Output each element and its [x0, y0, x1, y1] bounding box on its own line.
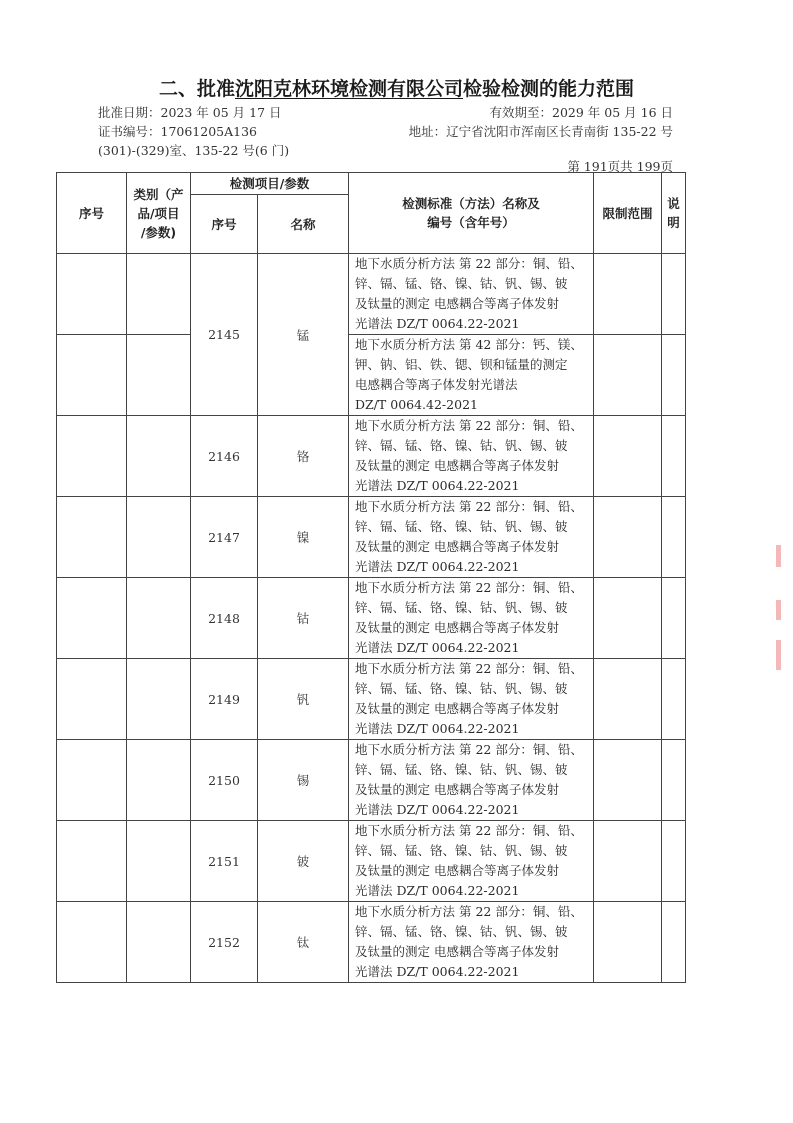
- category-cell: [127, 335, 191, 416]
- item-name: 铬: [258, 416, 349, 497]
- standard-line: 光谱法 DZ/T 0064.22-2021: [355, 721, 520, 736]
- standard-line: 光谱法 DZ/T 0064.22-2021: [355, 316, 520, 331]
- standard-cell: [349, 578, 594, 659]
- standard-line: 光谱法 DZ/T 0064.22-2021: [355, 559, 520, 574]
- limit-cell: [594, 497, 662, 578]
- title-company: 沈阳克林环境检测有限公司: [234, 78, 463, 100]
- item-name: 钛: [258, 902, 349, 983]
- capability-table: [56, 172, 686, 983]
- item-number: 2152: [191, 902, 258, 983]
- table-row: [57, 497, 686, 578]
- standard-cell: [349, 659, 594, 740]
- item-number: 2148: [191, 578, 258, 659]
- note-cell: [662, 416, 686, 497]
- standard-line: 光谱法 DZ/T 0064.22-2021: [355, 802, 520, 817]
- standard-cell: [349, 416, 594, 497]
- header-limit: 限制范围: [594, 173, 662, 254]
- seq-cell: [57, 335, 127, 416]
- approve-date: 批准日期：2023 年 05 月 17 日: [98, 105, 282, 120]
- table-row: [57, 902, 686, 983]
- table-row: [57, 578, 686, 659]
- red-seal-fragment: [776, 600, 781, 620]
- header-item-seq: 序号: [191, 195, 258, 254]
- item-name: 锰: [258, 254, 349, 416]
- header-category: 类别（产 品/项目 /参数): [127, 173, 191, 254]
- standard-line: 地下水质分析方法 第 22 部分：铜、铅、: [355, 580, 583, 595]
- limit-cell: [594, 578, 662, 659]
- category-cell: [127, 578, 191, 659]
- seq-cell: [57, 821, 127, 902]
- table-row: [57, 335, 686, 416]
- red-seal-fragment: [776, 640, 781, 670]
- table-row: [57, 821, 686, 902]
- standard-cell: [349, 254, 594, 335]
- table-row: [57, 254, 686, 335]
- address: 地址：辽宁省沈阳市浑南区长青南街 135-22 号: [408, 124, 673, 139]
- limit-cell: [594, 416, 662, 497]
- seq-cell: [57, 254, 127, 335]
- table-row: [57, 659, 686, 740]
- page-info: 第 191页共 199页: [567, 159, 673, 174]
- standard-line: 光谱法 DZ/T 0064.22-2021: [355, 883, 520, 898]
- standard-line: 地下水质分析方法 第 22 部分：铜、铅、: [355, 904, 583, 919]
- category-cell: [127, 659, 191, 740]
- standard-line: 及钛量的测定 电感耦合等离子体发射: [355, 863, 559, 878]
- cert-number: 证书编号：17061205A136: [98, 124, 258, 139]
- note-cell: [662, 578, 686, 659]
- standard-cell: [349, 740, 594, 821]
- seq-cell: [57, 902, 127, 983]
- seq-cell: [57, 740, 127, 821]
- item-name: 镍: [258, 497, 349, 578]
- table-row: [57, 416, 686, 497]
- standard-line: 及钛量的测定 电感耦合等离子体发射: [355, 701, 559, 716]
- standard-line: 锌、镉、锰、铬、镍、钴、钒、锡、铍: [355, 681, 568, 696]
- standard-line: 光谱法 DZ/T 0064.22-2021: [355, 964, 520, 979]
- header-item-group: 检测项目/参数: [191, 173, 349, 195]
- category-cell: [127, 416, 191, 497]
- note-cell: [662, 497, 686, 578]
- seq-cell: [57, 416, 127, 497]
- red-seal-fragment: [776, 545, 781, 567]
- item-number: 2145: [191, 254, 258, 416]
- table-row: [57, 740, 686, 821]
- title-suffix: 检验检测的能力范围: [463, 78, 635, 100]
- standard-line: 及钛量的测定 电感耦合等离子体发射: [355, 458, 559, 473]
- standard-line: 及钛量的测定 电感耦合等离子体发射: [355, 539, 559, 554]
- standard-line: 地下水质分析方法 第 22 部分：铜、铅、: [355, 823, 583, 838]
- category-cell: [127, 902, 191, 983]
- title-prefix: 二、批准: [158, 78, 235, 100]
- note-cell: [662, 659, 686, 740]
- page-title: [0, 74, 793, 101]
- item-name: 钒: [258, 659, 349, 740]
- seq-cell: [57, 578, 127, 659]
- standard-line: DZ/T 0064.42-2021: [355, 397, 478, 412]
- standard-line: 地下水质分析方法 第 22 部分：铜、铅、: [355, 256, 583, 271]
- standard-line: 锌、镉、锰、铬、镍、钴、钒、锡、铍: [355, 762, 568, 777]
- standard-line: 地下水质分析方法 第 42 部分：钙、镁、: [355, 337, 583, 352]
- standard-line: 钾、钠、铝、铁、锶、钡和锰量的测定: [355, 357, 568, 372]
- standard-line: 锌、镉、锰、铬、镍、钴、钒、锡、铍: [355, 924, 568, 939]
- category-cell: [127, 497, 191, 578]
- standard-line: 地下水质分析方法 第 22 部分：铜、铅、: [355, 742, 583, 757]
- standard-line: 地下水质分析方法 第 22 部分：铜、铅、: [355, 499, 583, 514]
- note-cell: [662, 740, 686, 821]
- standard-line: 锌、镉、锰、铬、镍、钴、钒、锡、铍: [355, 438, 568, 453]
- limit-cell: [594, 335, 662, 416]
- standard-cell: [349, 335, 594, 416]
- item-number: 2147: [191, 497, 258, 578]
- standard-line: 光谱法 DZ/T 0064.22-2021: [355, 478, 520, 493]
- limit-cell: [594, 254, 662, 335]
- item-name: 钴: [258, 578, 349, 659]
- category-cell: [127, 254, 191, 335]
- standard-line: 锌、镉、锰、铬、镍、钴、钒、锡、铍: [355, 600, 568, 615]
- standard-line: 光谱法 DZ/T 0064.22-2021: [355, 640, 520, 655]
- item-number: 2146: [191, 416, 258, 497]
- note-cell: [662, 821, 686, 902]
- note-cell: [662, 254, 686, 335]
- item-number: 2150: [191, 740, 258, 821]
- item-number: 2149: [191, 659, 258, 740]
- standard-line: 及钛量的测定 电感耦合等离子体发射: [355, 620, 559, 635]
- header-item-name: 名称: [258, 195, 349, 254]
- note-cell: [662, 902, 686, 983]
- item-name: 锡: [258, 740, 349, 821]
- standard-line: 锌、镉、锰、铬、镍、钴、钒、锡、铍: [355, 276, 568, 291]
- category-cell: [127, 740, 191, 821]
- standard-line: 及钛量的测定 电感耦合等离子体发射: [355, 782, 559, 797]
- limit-cell: [594, 740, 662, 821]
- limit-cell: [594, 902, 662, 983]
- item-name: 铍: [258, 821, 349, 902]
- header-standard: 检测标准（方法）名称及 编号（含年号）: [349, 173, 594, 254]
- standard-line: 及钛量的测定 电感耦合等离子体发射: [355, 296, 559, 311]
- limit-cell: [594, 821, 662, 902]
- item-number: 2151: [191, 821, 258, 902]
- standard-line: 地下水质分析方法 第 22 部分：铜、铅、: [355, 661, 583, 676]
- standard-line: 地下水质分析方法 第 22 部分：铜、铅、: [355, 418, 583, 433]
- note-cell: [662, 335, 686, 416]
- valid-date: 有效期至：2029 年 05 月 16 日: [489, 105, 673, 120]
- standard-line: 锌、镉、锰、铬、镍、钴、钒、锡、铍: [355, 843, 568, 858]
- standard-cell: [349, 497, 594, 578]
- category-cell: [127, 821, 191, 902]
- header-note: 说明: [662, 173, 686, 254]
- standard-line: 电感耦合等离子体发射光谱法: [355, 377, 518, 392]
- seq-cell: [57, 659, 127, 740]
- standard-cell: [349, 821, 594, 902]
- header-seq: 序号: [57, 173, 127, 254]
- standard-line: 及钛量的测定 电感耦合等离子体发射: [355, 944, 559, 959]
- standard-line: 锌、镉、锰、铬、镍、钴、钒、锡、铍: [355, 519, 568, 534]
- standard-cell: [349, 902, 594, 983]
- seq-cell: [57, 497, 127, 578]
- limit-cell: [594, 659, 662, 740]
- address-continued: (301)-(329)室、135-22 号(6 门): [98, 143, 290, 158]
